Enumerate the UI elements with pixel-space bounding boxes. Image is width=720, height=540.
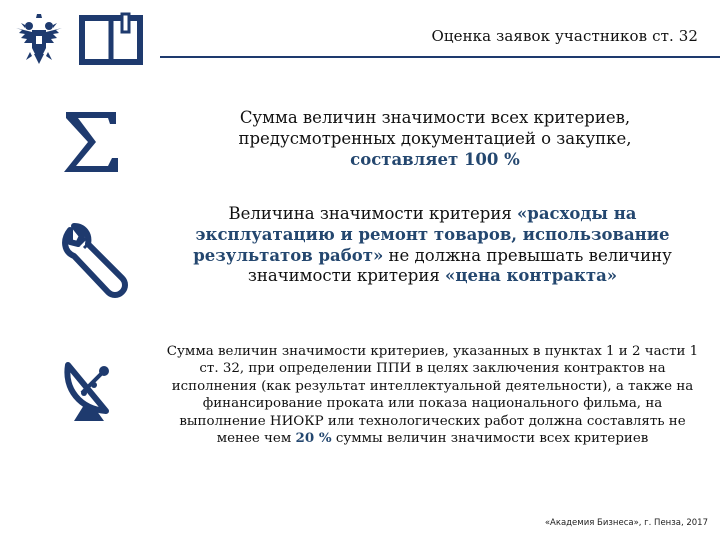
- logo-graphics: [10, 10, 150, 80]
- intellectual-activity-criterion-text: [160, 343, 705, 448]
- header-divider: [160, 56, 720, 58]
- satellite-dish-icon: [62, 355, 124, 429]
- wrench-icon: [60, 222, 130, 306]
- sigma-icon: [62, 108, 122, 180]
- operation-cost-lead: Величина значимости критерия: [228, 204, 512, 223]
- operation-cost-criterion-text: [160, 204, 705, 287]
- page-title: Оценка заявок участников ст. 32: [431, 27, 698, 45]
- criteria-sum-accent: составляет 100 %: [350, 149, 520, 169]
- criteria-sum-text: [200, 108, 670, 170]
- intellectual-activity-tail: суммы величин значимости всех критериев: [335, 431, 649, 447]
- criteria-sum-body: Сумма величин значимости всех критериев, предусмотренных документацией о закупке,: [238, 108, 632, 148]
- contract-price-accent: «цена контракта»: [445, 266, 618, 286]
- footer-credit: «Академия Бизнеса», г. Пенза, 2017: [544, 518, 708, 528]
- operation-cost-middle: не должна превышать величину значимости критерия: [247, 245, 672, 286]
- operation-cost-accent: «расходы на эксплуатацию и ремонт товаров, использование результатов работ»: [193, 204, 670, 265]
- logo-block: [10, 10, 150, 80]
- intellectual-activity-accent: 20 %: [295, 430, 332, 447]
- double-headed-eagle-icon: [16, 14, 62, 64]
- open-book-icon: [82, 14, 140, 62]
- intellectual-activity-body: Сумма величин значимости критериев, указанных в пунктах 1 и 2 части 1 ст. 32, при определении ППИ в целях заключения контрактов на исполнения (как результат интеллектуальной деятельности), а также на финансирование проката или показа национального фильма, на выполнение НИОКР или технологических работ должна составлять не менее чем: [166, 344, 699, 447]
